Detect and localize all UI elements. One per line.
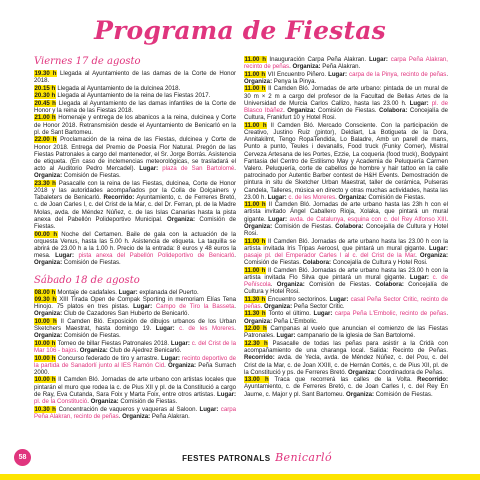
entry-time: 11.00 h [244, 266, 266, 274]
entry-text: Peña Alakran. [320, 63, 361, 71]
entry-label: Lugar: [268, 215, 288, 223]
entry-text: Comisión de Fiestas. [272, 222, 336, 230]
entry-text: . [234, 325, 236, 333]
entry-label: Lugar: [368, 56, 388, 63]
program-entry [34, 114, 236, 136]
entry-text: . [446, 215, 448, 223]
entry-text: . [260, 302, 264, 310]
entry-text: Concurso federado de tiro y arrastre. [55, 354, 161, 362]
entry-location: c. de Peñíscola [244, 273, 448, 289]
entry-label: Organiza: [244, 77, 273, 85]
program-entry [34, 340, 236, 354]
entry-text: Llegada al Ayuntamiento de las damas infantiles de la Corte de Honor y la reina de las Fiestas 2018. [34, 99, 237, 114]
entry-text: Peña Sector Critic. [292, 302, 345, 310]
entry-label: Organiza: [287, 107, 316, 115]
entry-text: Comisión de Fiestas. [62, 332, 121, 340]
entry-time: 12.00 h [244, 325, 267, 333]
entry-label: Lugar: [160, 354, 180, 362]
entry-text: campanario de la iglesia de San Bartolomé. [295, 332, 416, 340]
entry-location: casal Peña Sector Critic, recinto de peñas [244, 295, 449, 310]
entry-text: . [446, 310, 449, 318]
entry-time: 21.00 h [34, 114, 56, 122]
entry-label: Organiza: [244, 222, 273, 230]
entry-time: 12.30 h [244, 339, 268, 347]
entry-text: Comisión de Fiestas. [34, 215, 236, 231]
program-entry [34, 92, 236, 99]
entry-time: 10.30 h [34, 405, 56, 413]
entry-label: Organiza: [338, 193, 367, 201]
entry-text: . [270, 281, 277, 289]
program-entry [244, 201, 448, 237]
entry-text: . [234, 165, 236, 173]
program-entry [34, 406, 236, 420]
entry-text: . [234, 252, 236, 260]
entry-label: Organiza: [122, 412, 151, 420]
entry-text: Ayuntamiento, c. de Ferreres Bretó, c. de Joan Carles I, c. del Rey En Jaume, c. Major y pl. Sant Bartomeu. [244, 383, 448, 398]
entry-text: Llegada al Ayuntamiento de la reina de las Fiestas 2017. [55, 92, 211, 100]
entry-label: Organiza: [34, 172, 63, 180]
entry-text: Pasacalle con la reina de las Fiestas, dulcinea, Corte de Honor 2018 y las autoridades acompañados por la Colla de Dolçainers y Tabaleters de Benicarló. [34, 179, 236, 202]
entry-text: Inauguración Carpa Peña Alakran. [266, 56, 369, 63]
entry-label: Lugar: [328, 70, 348, 78]
entry-text: II Camden Bló. Jornadas de arte urbano hasta las 23h h con el artista invitado Ángel Caballero Rioja, Xolaka, que pintará un mural gigante. [244, 201, 448, 223]
entry-text: . [415, 251, 420, 259]
entry-text: Coordinadora de Peñas. [376, 368, 444, 376]
program-entry [244, 340, 448, 376]
program-entry [34, 180, 236, 230]
entry-location: avda. de Catalunya, esquina con c. del Rey Alfonso XIII [287, 215, 447, 223]
entry-time: 10.00 h [34, 317, 57, 325]
day-spacer [34, 267, 236, 275]
entry-time: 10.00 h [34, 339, 56, 347]
entry-text: Pasacalle de todas las peñas para asistir a la Cridà con acompañamiento de una charanga local. Salida: Recinto de Peñas. [244, 339, 448, 355]
entry-label: Organiza: [90, 398, 119, 406]
entry-text: Concejalía de Cultura y Hotel Rosi. [331, 259, 428, 267]
entry-text: Proclamación de la reina de las Fiestas, dulcinea y Corte de Honor 2018. Entrega del Premio de Poesía Flor Natural. Pregón de las Fiestas Patronales a cargo del mantenedor, el Sr. Jorge Borrás. Asistencia de etiqueta. (En caso de inclemencias meteorológicas, se trasladará el acto al Auditorio Pedro Mercadel). [34, 136, 236, 173]
entry-location: pl. de la Constitució [34, 398, 88, 406]
entry-location: carpa Peña Alakran, recinto de peñas [34, 405, 237, 420]
entry-time: 08.00 h [34, 288, 56, 296]
entry-time: 11.00 h [244, 237, 266, 245]
entry-text: Traca que recorrerá las calles de la Volta. [269, 376, 418, 384]
entry-label: Lugar: [118, 288, 138, 296]
day-heading: Sábado 18 de agosto [34, 274, 140, 286]
page-number: 58 [14, 449, 31, 466]
entry-label: Colabora: [375, 281, 404, 289]
entry-label: Organiza: [347, 368, 377, 376]
entry-text: Comisión de Fiestas. [244, 259, 303, 267]
program-entry [34, 355, 236, 377]
entry-text: . [87, 398, 91, 406]
entry-time: 11.00 h [244, 201, 266, 209]
entry-text: Comisión de Fiestas. [304, 281, 376, 289]
entry-label: Colabora: [302, 259, 332, 267]
entry-time: 20.30 h [34, 92, 56, 100]
program-entry [34, 231, 236, 267]
program-entry [244, 56, 448, 70]
entry-text: . [335, 193, 339, 201]
entry-label: Organiza: [79, 347, 108, 355]
entry-text: Peña L'Embolic. [272, 317, 318, 325]
day-heading: Viernes 17 de agosto [34, 56, 141, 67]
entry-label: Organiza: [264, 302, 293, 310]
entry-label: Lugar: [329, 295, 349, 303]
program-entry [34, 70, 236, 84]
entry-location: carpa Peña L'Embolic, recinto de peñas [332, 310, 447, 318]
entry-time: 09.30 h [34, 296, 57, 304]
program-entry [244, 296, 448, 310]
entry-text: . [76, 347, 80, 355]
entry-time: 13.00 h [244, 376, 269, 384]
entry-text: Comisión de Fiestas. [374, 390, 433, 398]
program-entry [244, 122, 448, 201]
entry-label: Organiza: [244, 317, 273, 325]
program-entry [244, 325, 448, 339]
entry-location: Campo de Tiro la Basseta [152, 303, 235, 311]
program-entry [244, 376, 448, 398]
entry-text: Concejalía de Cultura, Frankfurt 10 y Hotel Rosi. [244, 107, 448, 122]
entry-label: Lugar: [139, 165, 159, 173]
entry-location: c. de les Moreres [286, 193, 336, 201]
entry-label: Lugar: [155, 325, 175, 333]
entry-text: II Camden Bló. Exposición de dibujos urbanos de los Urban Sketchers Maestrat, hasta domingo 19. [34, 317, 236, 333]
entry-text: Peña Surrach 2000. [34, 361, 236, 376]
program-entry [244, 71, 448, 85]
entry-label: Lugar: [55, 252, 75, 260]
entry-label: Lugar: [409, 99, 429, 107]
entry-time: 11.00 h [244, 121, 267, 129]
entry-label: Organiza: [34, 259, 63, 267]
entry-label: Recorrido: [244, 354, 275, 362]
entry-label: Lugar: [133, 303, 153, 311]
entry-label: Colabora: [335, 222, 364, 230]
entry-text: II Camden Bló. Jornadas de arte urbano con artistas locales que pintarán el muro que rodea la c. de Pius XII y pl. de la Constitució a cargo de Ray, Eva Cutanda, Sara Foix y Marta Foix, entre otros artistas. [34, 376, 236, 398]
entry-location: recinto deportivo de la partida de Sanadorlí junto al IES Ramón Cid [34, 354, 236, 369]
entry-text: . [289, 63, 293, 71]
entry-text: II Camden Bló. Jornadas de arte urbano hasta las 23.00 h con la artista invitada Flo Silva que pintará un mural gigante. [244, 266, 449, 281]
entry-time: 20.15 h [34, 84, 56, 92]
entry-text: II Camden Bló. Mercado Consciente. Con la participación de Creativo, Justino Ruiz (pintor), Deldiart, La Botigueta de la Dora, Annitakilmt, Tengo RopaTendida, Lo Baladre, Amb un parell de mans, Punto a punto, Teules i devanalls, Food truck (Funky Corner), Mistral Cerveza Artesana de les Portes, Ezzie, La coqueria (food truck), Bodypaint Fantasia del Centro de Estilismo May y Academia de Peluquería Carmen Valero. Peluquería, corte de cabellos de hombre y hair tattoo en la calle patrocinado por Autentic Barber contest de H&H Events. Demostración de pintura in situ de Sketcher Urban Maestrat, taller de cerámica, Pulseras Candela, Talleres, música en directo y otras muchas actividades, hasta las 23.00 h. [244, 121, 448, 201]
entry-time: 20.45 h [34, 99, 56, 107]
entry-label: Organiza: [276, 281, 305, 289]
entry-label: Lugar: [217, 390, 236, 398]
entry-text: . [234, 303, 236, 311]
entry-text: Comisión de Fiestas. [118, 398, 178, 406]
entry-text: Comisión de Fiestas. [366, 193, 426, 201]
entry-label: Lugar: [267, 193, 287, 201]
entry-label: Lugar: [276, 332, 296, 340]
entry-text: Comisión de Fiestas. [62, 172, 121, 180]
program-entry [34, 289, 236, 296]
entry-text: Comisión de Fiestas. [62, 259, 121, 267]
entry-text: Encuentro sectorinos. [265, 295, 330, 303]
entry-label: Organiza: [166, 215, 196, 223]
program-entry [34, 296, 236, 318]
entry-text: II Camden Bló. Jornadas de arte urbano: pintada de un mural de 30 m × 2 m a cargo del profesor de la Facultad de Bellas Artes de la Universidad de Murcia Carlos Callizo, hasta las 23.00 h. [244, 85, 448, 107]
entry-label: Organiza: [292, 63, 321, 71]
entry-label: Organiza: [34, 310, 63, 318]
entry-time: 23.30 h [34, 179, 56, 187]
entry-text: Concejalía de Cultura y Hotel Rosi. [244, 222, 448, 238]
entry-label: Lugar: [429, 244, 448, 252]
entry-label: Organiza: [167, 361, 197, 369]
entry-time: 11.30 h [244, 310, 266, 318]
entry-text: Club de Cazadores San Huberto de Benicarló. [62, 310, 190, 318]
entry-time: 11.00 h [244, 70, 266, 78]
entry-text: Campanas al vuelo que anuncian el comienzo de las Fiestas Patronales. [244, 325, 448, 340]
entry-text: Tonto el último. [266, 310, 314, 318]
entry-location: carpa de la Pinya, recinto de peñas [347, 70, 447, 78]
entry-time: 11.30 h [244, 295, 266, 303]
program-entry [34, 318, 236, 340]
entry-text: II Camden Bló. Jornadas de arte urbano hasta las 23.00 h con la artista invitada Iris Tripas Aeroosl, que pintará un mural gigante. [244, 237, 449, 252]
entry-label: Lugar: [170, 339, 190, 347]
entry-time: 22.00 h [34, 136, 57, 144]
program-entry [34, 376, 236, 405]
entry-text: Concejalía de Cultura y Hotel Rosi. [244, 281, 448, 296]
entry-text: explanada del Puerto. [137, 288, 199, 296]
entry-time: 00.00 h [34, 230, 58, 238]
program-entry [244, 85, 448, 121]
entry-text: Torneo de billar Fiestas Patronales 2018. [55, 339, 171, 347]
entry-label: Organiza: [34, 332, 63, 340]
entry-location: c. de les Moreres [174, 325, 235, 333]
footer-brand: Benicarló [275, 451, 332, 464]
entry-text: Montaje de cadafales. [55, 288, 119, 296]
footer-title [182, 451, 332, 464]
program-entry [244, 310, 448, 324]
entry-location: carpa Peña Alakran, recinto de peñas [244, 56, 448, 71]
page-footer [0, 442, 480, 480]
entry-text: VII Encuentro Piñero. [265, 70, 329, 78]
footer-stripe [0, 474, 480, 480]
left-column [34, 56, 236, 420]
page-title: Programa de Fiestas [94, 16, 386, 45]
entry-text: Peña Alakran. [150, 412, 190, 420]
entry-label: Organiza: [419, 251, 449, 259]
entry-text: Club de Ajedrez Benicarló. [107, 347, 182, 355]
entry-label: Lugar: [313, 310, 333, 318]
entry-text: Ayuntamiento, c. de Ferreres Bretó, c. de Joan Carles I, c. del Crist de la Mar, c. del Dr. Ferran, pl. de la Madre Molas, avda. de Méndez Núñez, c. de las Islas Canarias hasta la pista anexa del Pabellón Polideportivo Municipal. [34, 194, 236, 223]
entry-text: XIII Tirada Open de Compak Sporting in memoriam Elías Tena Hinojo. 75 platos en tres pistas. [34, 296, 236, 311]
footer-text: FESTES PATRONALS [182, 454, 271, 463]
entry-label: Recorrido: [417, 376, 448, 384]
entry-time: 11.00 h [244, 85, 266, 93]
entry-text: Llegada al Ayuntamiento de la dulcinea 2018. [55, 84, 181, 92]
entry-label: Organiza: [345, 390, 375, 398]
entry-time: 10.00 h [34, 376, 56, 384]
entry-location: pl. de Blasco Ibáñez [244, 99, 448, 115]
entry-text: Noche del Certamen. Baile de gala con la actuación de la orquesta Venus, hasta las 5.00 h. Asistencia de etiqueta. La taquilla se abrirá de 23.00 h a la 1.00 h. Precio de la entrada: 8 euros y 48 euros la mesa. [34, 230, 236, 260]
entry-text: . [118, 412, 123, 420]
program-entry [34, 85, 236, 92]
entry-location: plaza de San Bartolomé [158, 165, 235, 173]
entry-text: Concentración de vaqueros y vaqueras al Saloon. [56, 405, 200, 413]
entry-time: 10.00 h [34, 354, 56, 362]
program-entry [34, 100, 236, 114]
program-entry [244, 267, 448, 296]
entry-text: avda. de Yecla, avda. de Méndez Núñez, c. del Pou, c. del Crist de la Mar, c. de Joan XXIII, c. de Hernán Cortés, c. de Pius XII, pl. de la Constitució y ps. de Ferreres Bretó. [244, 354, 448, 376]
entry-text: . [283, 107, 288, 115]
entry-text: . [164, 361, 168, 369]
entry-text: Penya la Pinya. [272, 77, 317, 85]
entry-label: Lugar: [199, 405, 219, 413]
program-entry [34, 136, 236, 179]
entry-text: . [446, 70, 449, 78]
entry-location: pasaje pl. del Emperador Carles I al c. del Crist de la Mar [244, 251, 416, 259]
footer-decoration [0, 474, 480, 480]
entry-location: pista anexa del Pabellón Polideportivo de Benicarló [74, 252, 235, 260]
entry-label: Recorrido: [103, 194, 135, 202]
entry-time: 19.30 h [34, 70, 57, 77]
program-entry [244, 238, 448, 267]
entry-label: Colabora: [378, 107, 408, 115]
entry-location: c. del Crist de la Mar 106 - bajos [34, 339, 236, 355]
entry-label: Lugar: [409, 273, 429, 281]
entry-text: Homenaje y entrega de los abanicos a la reina, dulcinea y Corte de Honor 2018. Retransmisión desde el Ayuntamiento de Benicarló en la pl. de Sant Bartomeu. [34, 114, 236, 136]
entry-text: Comisión de Fiestas. [315, 107, 379, 115]
entry-text: Llegada al Ayuntamiento de las damas de la Corte de Honor 2018. [34, 70, 236, 85]
right-column [244, 56, 448, 398]
entry-time: 11.00 h [244, 56, 267, 63]
